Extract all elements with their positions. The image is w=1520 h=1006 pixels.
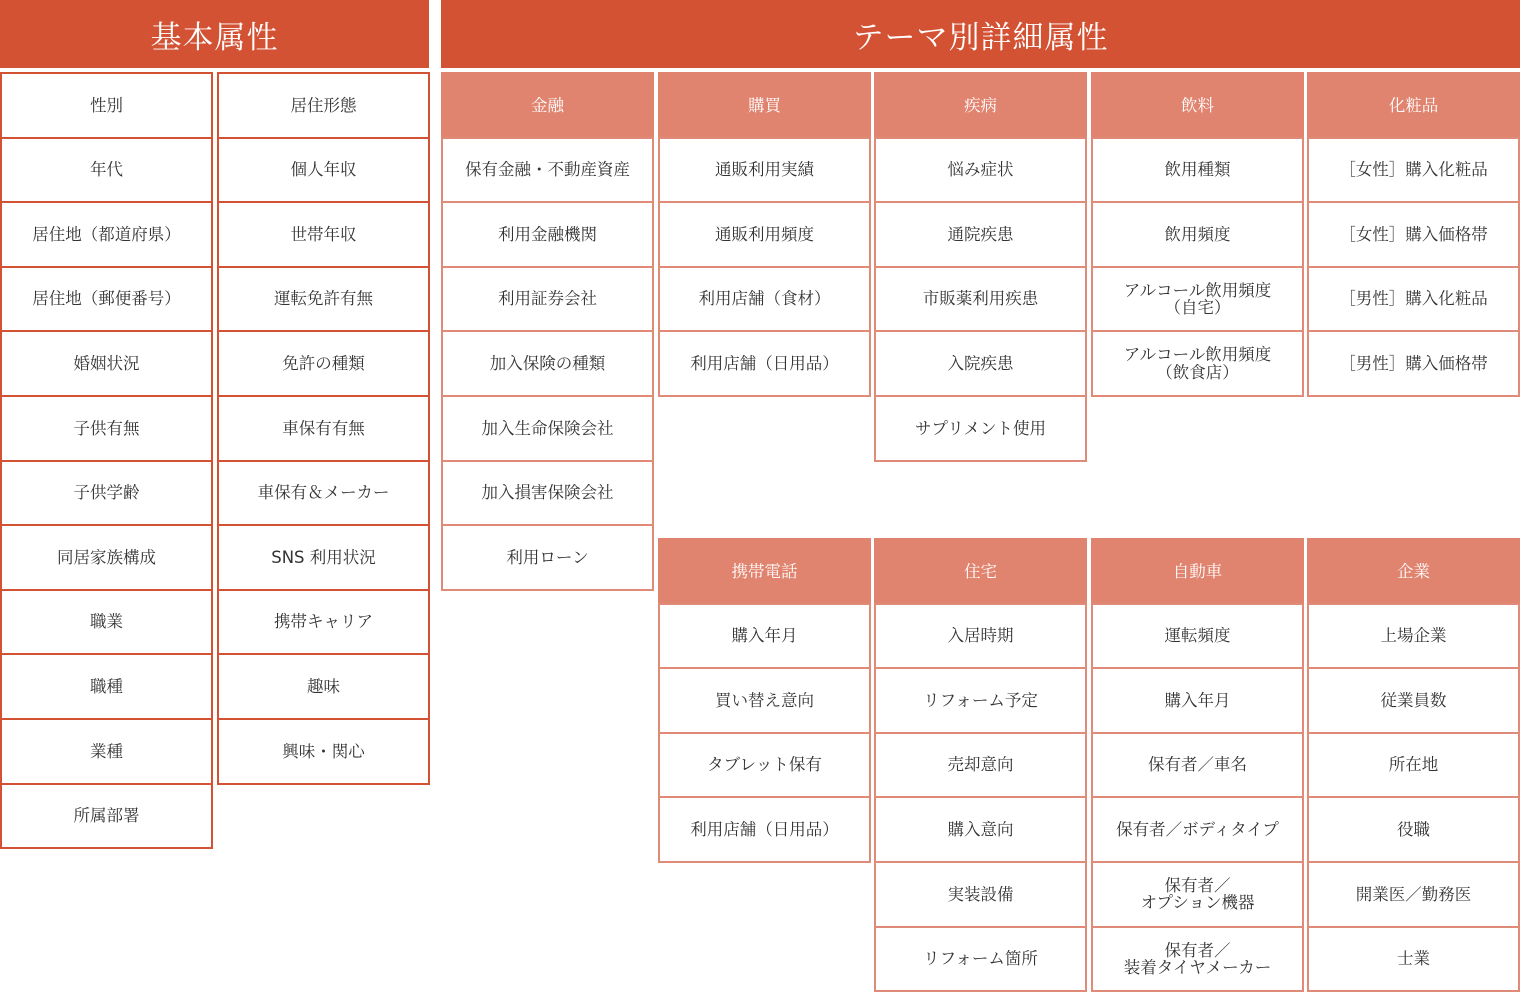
attribute-label: 興味・関心 — [282, 741, 365, 761]
attribute-cell — [1091, 732, 1304, 799]
attribute-cell — [1307, 796, 1520, 863]
theme-attributes-header: テーマ別詳細属性 — [441, 0, 1520, 68]
category-title: 自動車 — [1172, 561, 1223, 581]
attribute-cell — [217, 718, 430, 785]
attribute-cell — [0, 330, 213, 397]
attribute-cell — [1091, 266, 1304, 333]
attribute-cell — [0, 201, 213, 268]
attribute-cell — [658, 667, 871, 734]
category-header — [1091, 538, 1304, 605]
attribute-label: 悩み症状 — [947, 160, 1014, 180]
attribute-cell — [874, 201, 1087, 268]
category-header — [441, 72, 654, 139]
attribute-cell — [0, 460, 213, 527]
attribute-cell — [217, 395, 430, 462]
attribute-label: アルコール飲用頻度 （自宅） — [1123, 280, 1272, 318]
theme-column — [874, 538, 1087, 992]
attribute-cell — [0, 266, 213, 333]
attribute-label: タブレット保有 — [707, 755, 822, 775]
attribute-label: サプリメント使用 — [914, 418, 1046, 438]
attribute-label: 利用店舗（日用品） — [690, 354, 839, 374]
attribute-label: 保有者／ オプション機器 — [1140, 875, 1255, 913]
theme-column — [441, 72, 654, 591]
attribute-cell — [0, 589, 213, 656]
attribute-label: ［女性］購入価格帯 — [1339, 224, 1488, 244]
attribute-cell — [658, 796, 871, 863]
attribute-cell — [1307, 861, 1520, 928]
attribute-cell — [658, 330, 871, 397]
attribute-label: 所在地 — [1388, 755, 1439, 775]
attribute-label: 加入保険の種類 — [489, 354, 606, 374]
category-title: 住宅 — [964, 561, 997, 581]
attribute-label: 運転頻度 — [1164, 626, 1231, 646]
attribute-cell — [441, 201, 654, 268]
attribute-cell — [441, 137, 654, 204]
attribute-cell — [1091, 796, 1304, 863]
attribute-label: 市販薬利用疾患 — [922, 289, 1039, 309]
attribute-label: 購入年月 — [731, 626, 798, 646]
category-title: 疾病 — [964, 95, 997, 115]
attribute-cell — [441, 395, 654, 462]
attribute-label: 通院疾患 — [947, 224, 1014, 244]
attribute-label: 居住地（都道府県） — [32, 224, 181, 244]
attribute-label: 所属部署 — [73, 806, 140, 826]
attribute-cell — [217, 266, 430, 333]
attribute-cell — [874, 796, 1087, 863]
attribute-cell — [874, 395, 1087, 462]
attribute-label: 上場企業 — [1380, 626, 1447, 646]
attribute-label: 世帯年収 — [290, 224, 357, 244]
attribute-label: 利用店舗（日用品） — [690, 820, 839, 840]
attribute-label: 役職 — [1397, 820, 1430, 840]
attribute-cell — [1307, 667, 1520, 734]
attribute-label: 買い替え意向 — [715, 690, 814, 710]
attribute-label: ［男性］購入化粧品 — [1339, 289, 1488, 309]
theme-column — [1307, 72, 1520, 397]
attribute-cell — [1307, 732, 1520, 799]
attribute-cell — [874, 137, 1087, 204]
attribute-cell — [217, 653, 430, 720]
attribute-cell — [1091, 861, 1304, 928]
category-header — [658, 72, 871, 139]
attribute-label: 職種 — [90, 676, 123, 696]
category-header — [658, 538, 871, 605]
attribute-cell — [1091, 201, 1304, 268]
attribute-cell — [1307, 926, 1520, 993]
attribute-cell — [658, 732, 871, 799]
attribute-label: 職業 — [90, 612, 123, 632]
theme-column — [1091, 72, 1304, 397]
attribute-cell — [217, 460, 430, 527]
attribute-label: 居住形態 — [290, 95, 357, 115]
attribute-label: ［男性］購入価格帯 — [1339, 354, 1488, 374]
attribute-label: 購入年月 — [1164, 690, 1231, 710]
attribute-cell — [217, 524, 430, 591]
attribute-cell — [1091, 667, 1304, 734]
attribute-cell — [441, 266, 654, 333]
attribute-label: 購入意向 — [947, 820, 1014, 840]
attribute-cell — [217, 72, 430, 139]
theme-column — [658, 538, 871, 863]
attribute-label: 利用店舗（食材） — [698, 289, 831, 309]
attribute-label: 業種 — [90, 741, 123, 761]
attribute-label: 飲用種類 — [1164, 160, 1231, 180]
attribute-label: 入院疾患 — [947, 354, 1014, 374]
attribute-label: 保有金融・不動産資産 — [465, 160, 630, 180]
attribute-label: 士業 — [1397, 949, 1430, 969]
attribute-cell — [1307, 201, 1520, 268]
attribute-cell — [658, 603, 871, 670]
attribute-cell — [0, 718, 213, 785]
attribute-cell — [1307, 603, 1520, 670]
attribute-cell — [217, 137, 430, 204]
attribute-cell — [1091, 926, 1304, 993]
attribute-cell — [874, 926, 1087, 993]
attribute-label: 利用金融機関 — [498, 224, 597, 244]
attribute-cell — [658, 137, 871, 204]
attribute-label: 従業員数 — [1380, 690, 1447, 710]
attribute-label: 子供学齢 — [73, 483, 140, 503]
category-title: 金融 — [531, 95, 564, 115]
category-header — [1307, 72, 1520, 139]
attribute-label: リフォーム予定 — [923, 690, 1038, 710]
attribute-cell — [874, 667, 1087, 734]
attribute-label: 通販利用頻度 — [715, 224, 814, 244]
attribute-cell — [441, 330, 654, 397]
attribute-cell — [1307, 266, 1520, 333]
category-header — [874, 538, 1087, 605]
attribute-cell — [217, 589, 430, 656]
attribute-label: 運転免許有無 — [274, 289, 373, 309]
attribute-cell — [1091, 330, 1304, 397]
category-title: 飲料 — [1181, 95, 1214, 115]
basic-column-2 — [217, 72, 430, 785]
attribute-label: 携帯キャリア — [274, 612, 373, 632]
category-header — [1091, 72, 1304, 139]
attribute-cell — [441, 460, 654, 527]
category-title: 企業 — [1397, 561, 1430, 581]
attribute-label: 趣味 — [307, 676, 340, 696]
theme-column — [1091, 538, 1304, 992]
attribute-label: 年代 — [90, 160, 123, 180]
theme-column — [874, 72, 1087, 462]
attribute-label: 同居家族構成 — [57, 547, 156, 567]
basic-attributes-header: 基本属性 — [0, 0, 429, 68]
attribute-label: 個人年収 — [290, 160, 357, 180]
attribute-cell — [1307, 137, 1520, 204]
attribute-cell — [441, 524, 654, 591]
attribute-label: 売却意向 — [947, 755, 1014, 775]
attribute-cell — [658, 201, 871, 268]
attribute-label: 居住地（郵便番号） — [32, 289, 181, 309]
attribute-label: 車保有＆メーカー — [257, 483, 390, 503]
theme-column — [1307, 538, 1520, 992]
attribute-cell — [874, 266, 1087, 333]
attribute-label: 入居時期 — [947, 626, 1014, 646]
attribute-label: リフォーム箇所 — [923, 949, 1038, 969]
attribute-label: ［女性］購入化粧品 — [1339, 160, 1488, 180]
attribute-label: 加入損害保険会社 — [481, 483, 614, 503]
attribute-cell — [874, 330, 1087, 397]
attribute-label: 婚姻状況 — [73, 354, 140, 374]
category-header — [1307, 538, 1520, 605]
category-title: 携帯電話 — [731, 561, 798, 581]
attribute-label: 子供有無 — [73, 418, 140, 438]
attribute-cell — [874, 732, 1087, 799]
attribute-cell — [658, 266, 871, 333]
attribute-label: 車保有有無 — [282, 418, 365, 438]
attribute-label: 飲用頻度 — [1164, 224, 1231, 244]
category-header — [874, 72, 1087, 139]
attribute-label: SNS 利用状況 — [271, 547, 376, 567]
attribute-cell — [0, 137, 213, 204]
attribute-cell — [874, 603, 1087, 670]
attribute-cell — [874, 861, 1087, 928]
attribute-label: 保有者／ボディタイプ — [1116, 820, 1279, 840]
attribute-cell — [0, 653, 213, 720]
attribute-label: 加入生命保険会社 — [481, 418, 614, 438]
attribute-cell — [217, 330, 430, 397]
attribute-cell — [0, 72, 213, 139]
attribute-label: 性別 — [90, 95, 123, 115]
attribute-cell — [0, 395, 213, 462]
attribute-cell — [1307, 330, 1520, 397]
category-title: 購買 — [748, 95, 781, 115]
attribute-label: 利用証券会社 — [498, 289, 597, 309]
attribute-label: 免許の種類 — [282, 354, 365, 374]
category-title: 化粧品 — [1388, 95, 1439, 115]
attribute-label: 通販利用実績 — [715, 160, 814, 180]
basic-column-1 — [0, 72, 213, 849]
attribute-cell — [1091, 603, 1304, 670]
attribute-label: 実装設備 — [947, 884, 1014, 904]
attribute-label: 利用ローン — [506, 547, 589, 567]
attribute-label: 開業医／勤務医 — [1355, 884, 1472, 904]
attribute-label: 保有者／車名 — [1148, 755, 1247, 775]
theme-column — [658, 72, 871, 397]
attribute-label: 保有者／ 装着タイヤメーカー — [1123, 940, 1272, 977]
attribute-cell — [0, 524, 213, 591]
attribute-label: アルコール飲用頻度 （飲食店） — [1123, 345, 1272, 382]
attribute-cell — [0, 783, 213, 850]
attribute-cell — [1091, 137, 1304, 204]
attribute-cell — [217, 201, 430, 268]
